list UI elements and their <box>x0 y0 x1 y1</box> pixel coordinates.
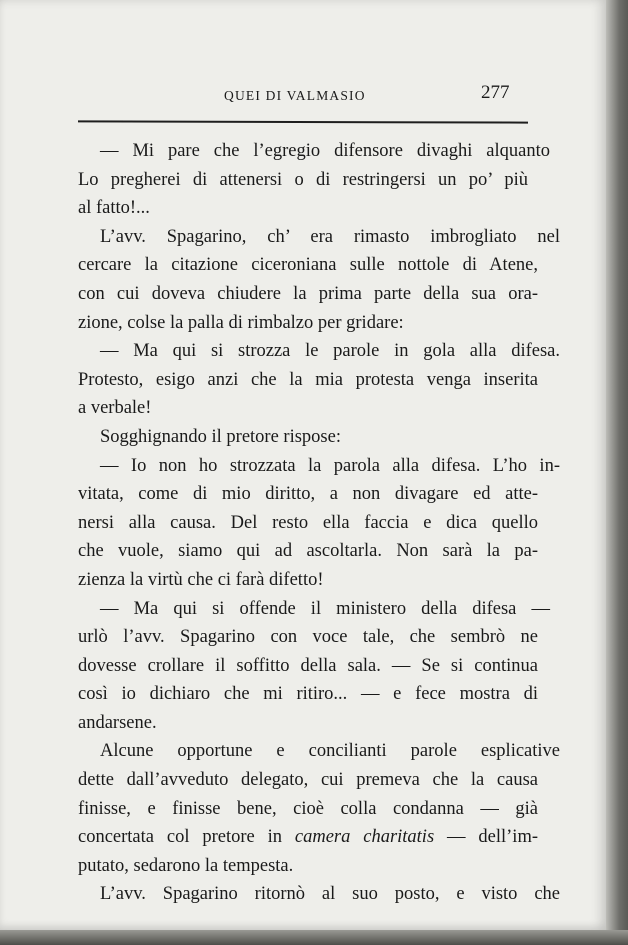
text-line: — Mi pare che l’egregio difensore divaghi alquanto <box>100 141 550 161</box>
text-line: Alcune opportune e concilianti parole esplicative <box>100 741 560 762</box>
text-line: — Ma qui si offende il ministero della difesa — <box>100 598 550 619</box>
text-line: zione, colse la palla di rimbalzo per gridare: <box>78 312 404 333</box>
text-line: L’avv. Spagarino ritornò al suo posto, e visto che <box>100 884 560 905</box>
text-line: che vuole, siamo qui ad ascoltarla. Non sarà la pa- <box>78 541 538 562</box>
text-line: con cui doveva chiudere la prima parte della sua ora- <box>78 283 538 304</box>
text-line: dette dall’avveduto delegato, cui premeva che la causa <box>78 770 538 791</box>
italic-phrase: camera charitatis <box>294 827 435 848</box>
header-rule <box>78 120 528 123</box>
page-number: 277 <box>481 82 510 103</box>
text-line: Lo pregherei di attenersi o di restringersi un po’ più <box>78 169 528 190</box>
text-line: zienza la virtù che ci farà difetto! <box>78 569 324 590</box>
text-line: concertata col pretore in camera charitatis — dell’im- <box>78 827 538 848</box>
page-edge-right <box>606 0 628 945</box>
text-line: a verbale! <box>78 398 152 419</box>
page-edge-bottom <box>0 930 628 945</box>
text-line: Sogghignando il pretore rispose: <box>100 426 341 447</box>
text-line: — Io non ho strozzata la parola alla difesa. L’ho in- <box>100 455 560 476</box>
text-line: putato, sedarono la tempesta. <box>78 855 294 876</box>
running-title: QUEI DI VALMASIO <box>224 88 366 103</box>
text-line: finisse, e finisse bene, cioè colla condanna — già <box>78 798 538 819</box>
text-line: dovesse crollare il soffitto della sala. — Se si continua <box>78 655 538 676</box>
text-line: così io dichiaro che mi ritiro... — e fece mostra di <box>78 684 538 705</box>
text-line: andarsene. <box>78 712 157 733</box>
body-text <box>78 137 560 909</box>
text-line: cercare la citazione ciceroniana sulle nottole di Atene, <box>78 255 538 276</box>
text-line: urlò l’avv. Spagarino con voce tale, che sembrò ne <box>78 627 538 648</box>
text-line: L’avv. Spagarino, ch’ era rimasto imbrogliato nel <box>100 226 560 247</box>
text-line: — Ma qui si strozza le parole in gola alla difesa. <box>100 341 560 362</box>
text-line: vitata, come di mio diritto, a non divagare ed atte- <box>78 484 538 505</box>
text-line: Protesto, esigo anzi che la mia protesta venga inserita <box>78 369 538 390</box>
text-line: nersi alla causa. Del resto ella faccia e dica quello <box>78 512 538 533</box>
text-line: al fatto!... <box>78 198 150 219</box>
